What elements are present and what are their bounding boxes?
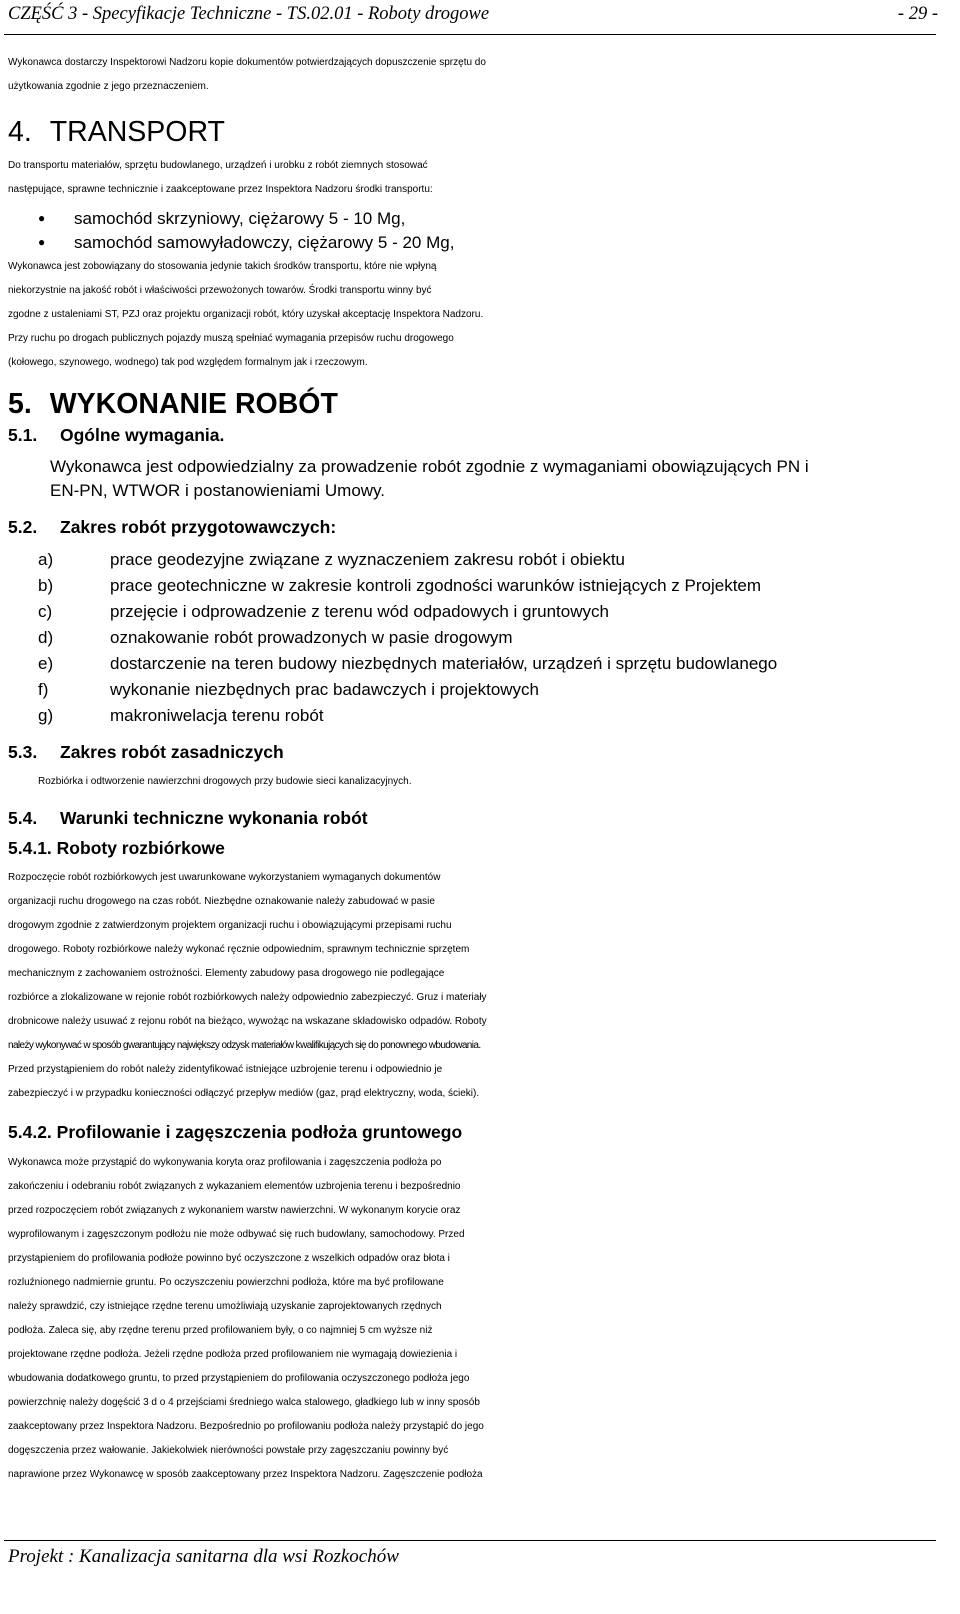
- list-item: [38, 574, 761, 598]
- list-marker: d): [38, 628, 54, 647]
- section-4-paragraph-2: [8, 255, 943, 375]
- page-footer: Projekt : Kanalizacja sanitarna dla wsi Rozkochów: [8, 1546, 399, 1567]
- subsection-number: 5.4.: [8, 808, 38, 828]
- text-line: mechanicznym z zachowaniem ostrożności. Elementy zabudowy pasa drogowego nie podlegające: [8, 968, 445, 979]
- subsection-number: 5.1.: [8, 425, 38, 445]
- section-5-4-1-heading: [8, 836, 225, 860]
- list-marker: b): [38, 576, 54, 595]
- bullet-item: [38, 206, 405, 231]
- text-line: Wykonawca jest zobowiązany do stosowania jedynie takich środków transportu, które nie wpłyną: [8, 261, 437, 272]
- list-marker: g): [38, 706, 54, 725]
- list-marker: a): [38, 550, 54, 569]
- list-item: [38, 704, 324, 728]
- text-line: Wykonawca dostarczy Inspektorowi Nadzoru kopie dokumentów potwierdzających dopuszczenie sprzętu do: [8, 57, 486, 68]
- list-marker: f): [38, 680, 49, 699]
- section-title: WYKONANIE ROBÓT: [49, 388, 338, 420]
- text-line: Przy ruchu po drogach publicznych pojazdy muszą spełniać wymagania przepisów ruchu drogowego: [8, 333, 454, 344]
- text-line: wyprofilowanym i zagęszczonym podłożu nie może odbywać się ruch budowlany, samochodowy. Przed: [8, 1229, 465, 1240]
- text-line: wbudowania dodatkowego gruntu, to przed przystąpieniem do profilowania oczyszczonego podłoża jego: [8, 1373, 470, 1384]
- subsection-title: Warunki techniczne wykonania robót: [60, 808, 368, 828]
- list-marker: c): [38, 602, 53, 621]
- bullet-text: samochód samowyładowczy, ciężarowy 5 - 20 Mg,: [74, 233, 455, 252]
- section-number: 4.: [8, 116, 32, 148]
- subsection-title: Ogólne wymagania.: [60, 425, 225, 445]
- text-line: drobnicowe należy usuwać z rejonu robót na bieżąco, wywożąc na wskazane składowisko odpadów. Roboty: [8, 1016, 487, 1027]
- text-line: niekorzystnie na jakość robót i właściwości przewożonych towarów. Środki transportu winny być: [8, 285, 432, 296]
- subsection-title: Zakres robót przygotowawczych:: [60, 517, 337, 537]
- text-line: Rozbiórka i odtworzenie nawierzchni drogowych przy budowie sieci kanalizacyjnych.: [38, 776, 412, 787]
- list-item: [38, 600, 609, 624]
- text-line: zaakceptowany przez Inspektora Nadzoru. Bezpośrednio po profilowaniu podłoża należy przystąpić do jego: [8, 1421, 484, 1432]
- list-text: przejęcie i odprowadzenie z terenu wód odpadowych i gruntowych: [110, 602, 609, 621]
- section-4-paragraph-1: [8, 154, 943, 202]
- section-5-4-heading: [8, 806, 368, 830]
- text-line: rozbiórce a zlokalizowane w rejonie robót rozbiórkowych należy odpowiednio zabezpieczyć. Gruz i materiały: [8, 992, 487, 1003]
- text-line: Wykonawca jest odpowiedzialny za prowadzenie robót zgodnie z wymaganiami obowiązujących PN i: [50, 457, 809, 476]
- list-text: prace geodezyjne związane z wyznaczeniem zakresu robót i obiektu: [110, 550, 625, 569]
- text-line: drogowym zgodnie z zatwierdzonym projektem organizacji ruchu i obowiązującymi przepisami ruchu: [8, 920, 452, 931]
- section-5-3-text: [38, 770, 960, 794]
- subsection-number: 5.2.: [8, 517, 38, 537]
- header-title: CZĘŚĆ 3 - Specyfikacje Techniczne - TS.02.01 - Roboty drogowe: [8, 4, 490, 24]
- list-item: [38, 678, 539, 702]
- intro-paragraph: [8, 51, 943, 99]
- section-title: TRANSPORT: [49, 116, 225, 148]
- list-text: makroniwelacja terenu robót: [110, 706, 324, 725]
- section-5-3-heading: [8, 740, 284, 764]
- text-line: przystąpieniem do profilowania podłoże powinno być oczyszczone z wszelkich odpadów oraz błota i: [8, 1253, 450, 1264]
- page-header: [8, 4, 938, 25]
- page-number: - 29 -: [897, 4, 938, 24]
- subsection-number: 5.4.1.: [8, 838, 52, 858]
- text-line: następujące, sprawne technicznie i zaakceptowane przez Inspektora Nadzoru środki transportu:: [8, 184, 433, 195]
- subsection-title: Zakres robót zasadniczych: [60, 742, 284, 762]
- text-line: użytkowania zgodnie z jego przeznaczeniem.: [8, 81, 209, 92]
- text-line: zabezpieczyć i w przypadku konieczności odłączyć przepływ mediów (gaz, prąd elektryczny, woda, ścieki).: [8, 1088, 480, 1099]
- text-line: organizacji ruchu drogowego na czas robót. Niezbędne oznakowanie należy zabudować w pasie: [8, 896, 435, 907]
- list-text: prace geotechniczne w zakresie kontroli zgodności warunków istniejących z Projektem: [110, 576, 762, 595]
- text-line: Rozpoczęcie robót rozbiórkowych jest uwarunkowane wykorzystaniem wymaganych dokumentów: [8, 872, 441, 883]
- subsection-title: Profilowanie i zagęszczenia podłoża gruntowego: [56, 1122, 463, 1142]
- bullet-icon: ●: [38, 211, 46, 225]
- list-item: [38, 548, 625, 572]
- section-5-2-heading: [8, 515, 336, 539]
- text-line: dogęszczenia przez wałowanie. Jakiekolwiek nierówności powstałe przy zagęszczaniu powinny być: [8, 1445, 449, 1456]
- text-line: EN-PN, WTWOR i postanowieniami Umowy.: [50, 481, 386, 500]
- header-rule: [4, 34, 936, 35]
- text-line: rozluźnionego nadmiernie gruntu. Po oczyszczeniu powierzchni podłoża, które ma być profilowane: [8, 1277, 444, 1288]
- text-line: Wykonawca może przystąpić do wykonywania koryta oraz profilowania i zagęszczenia podłoża po: [8, 1157, 442, 1168]
- text-line: naprawione przez Wykonawcę w sposób zaakceptowany przez Inspektora Nadzoru. Zagęszczenie podłoża: [8, 1469, 483, 1480]
- section-5-heading: [8, 388, 338, 420]
- text-line: projektowane rzędne podłoża. Jeżeli rzędne podłoża przed profilowaniem nie wymagają dowiezienia i: [8, 1349, 458, 1360]
- list-item: [38, 652, 777, 676]
- text-line: Do transportu materiałów, sprzętu budowlanego, urządzeń i urobku z robót ziemnych stosować: [8, 160, 428, 171]
- section-number: 5.: [8, 388, 32, 420]
- subsection-number: 5.4.2.: [8, 1122, 52, 1142]
- section-5-1-heading: [8, 423, 224, 447]
- text-line: zgodne z ustaleniami ST, PZJ oraz projektu organizacji robót, który uzyskał akceptację Inspektora Nadzoru.: [8, 309, 484, 320]
- text-line: (kołowego, szynowego, wodnego) tak pod względem formalnym jak i rzeczowym.: [8, 357, 368, 368]
- section-5-4-1-text: [8, 866, 943, 1106]
- bullet-icon: ●: [38, 235, 46, 249]
- text-line: przed rozpoczęciem robót związanych z wykonaniem warstw nawierzchni. W wykonanym korycie oraz: [8, 1205, 461, 1216]
- list-marker: e): [38, 654, 54, 673]
- subsection-number: 5.3.: [8, 742, 38, 762]
- footer-rule: [4, 1540, 936, 1541]
- section-5-1-text: [50, 455, 940, 503]
- text-line: podłoża. Zaleca się, aby rzędne terenu przed profilowaniem były, o co najmniej 5 cm wyższe niż: [8, 1325, 433, 1336]
- section-5-4-2-text: [8, 1151, 943, 1487]
- text-line: należy sprawdzić, czy istniejące rzędne terenu umożliwiają uzyskanie zaprojektowanych rzędnych: [8, 1301, 442, 1312]
- section-4-heading: [8, 116, 225, 148]
- list-text: wykonanie niezbędnych prac badawczych i projektowych: [110, 680, 540, 699]
- text-line: zakończeniu i odebraniu robót związanych z wykazaniem elementów uzbrojenia terenu i bezpośrednio: [8, 1181, 461, 1192]
- list-item: [38, 626, 513, 650]
- section-5-4-2-heading: [8, 1120, 462, 1144]
- list-text: dostarczenie na teren budowy niezbędnych materiałów, urządzeń i sprzętu budowlanego: [110, 654, 778, 673]
- text-line: drogowego. Roboty rozbiórkowe należy wykonać ręcznie odpowiednim, sprawnym technicznie sprzętem: [8, 944, 470, 955]
- list-text: oznakowanie robót prowadzonych w pasie drogowym: [110, 628, 513, 647]
- subsection-title: Roboty rozbiórkowe: [56, 838, 225, 858]
- text-line: powierzchnię należy dogęścić 3 d o 4 przejściami średniego walca stalowego, gładkiego lub w inny sposób: [8, 1397, 480, 1408]
- text-line: należy wykonywać w sposób gwarantujący największy odzysk materiałów kwalifikujących się do ponownego wbudowania.: [8, 1040, 481, 1051]
- text-line: Przed przystąpieniem do robót należy zidentyfikować istniejące uzbrojenie terenu i odpowiednio je: [8, 1064, 443, 1075]
- bullet-text: samochód skrzyniowy, ciężarowy 5 - 10 Mg,: [74, 209, 406, 228]
- bullet-item: [38, 230, 454, 255]
